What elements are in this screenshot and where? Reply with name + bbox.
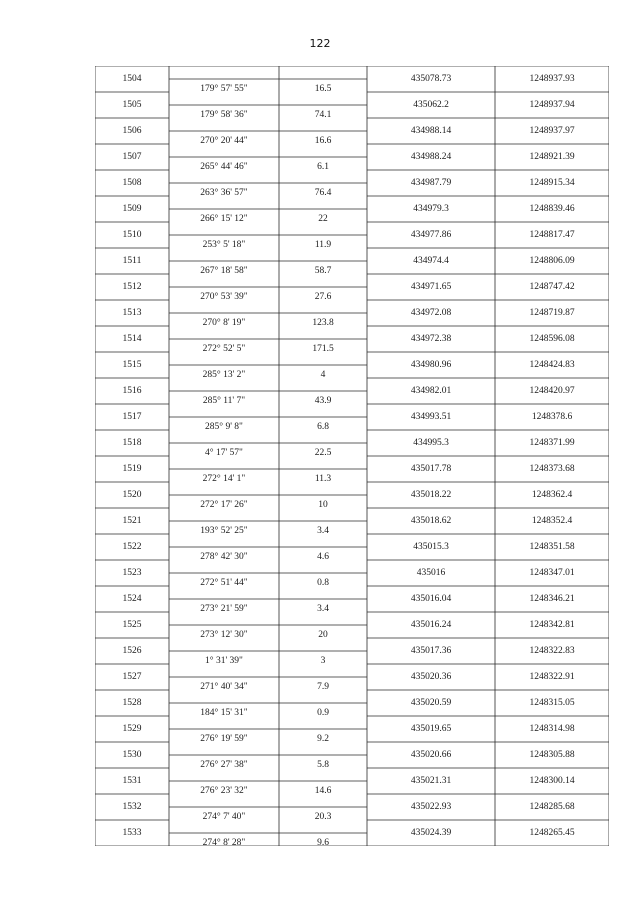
coordinate-y: 1248937.94 — [529, 100, 575, 110]
coordinate-y: 1248719.87 — [529, 308, 575, 318]
coordinate-x: 434988.24 — [410, 152, 452, 162]
page-number: 122 — [309, 37, 331, 50]
coordinate-x: 434995.3 — [413, 438, 449, 448]
point-id: 1533 — [122, 828, 142, 838]
point-id: 1522 — [122, 542, 142, 552]
segment-bearing: 271° 40' 34" — [200, 682, 248, 692]
point-id: 1516 — [122, 386, 142, 396]
segment-bearing: 285° 13' 2" — [202, 370, 246, 380]
point-id: 1505 — [122, 100, 142, 110]
segment-distance: 20.3 — [314, 812, 332, 822]
coordinate-y: 1248921.39 — [529, 152, 575, 162]
coordinate-y: 1248315.05 — [529, 698, 575, 708]
segment-distance: 4.6 — [317, 552, 329, 562]
segment-distance: 7.9 — [317, 682, 329, 692]
coordinate-x: 434972.38 — [410, 334, 452, 344]
coordinate-x: 435016.04 — [410, 594, 452, 604]
coordinate-x: 435021.31 — [410, 776, 452, 786]
coordinate-x: 435015.3 — [413, 542, 449, 552]
coordinate-y: 1248937.97 — [529, 126, 575, 136]
coordinate-y: 1248322.91 — [529, 672, 575, 682]
coordinate-y: 1248322.83 — [529, 646, 575, 656]
segment-distance: 3.4 — [317, 526, 329, 536]
coordinate-y: 1248806.09 — [529, 256, 575, 266]
segment-bearing: 263° 36' 57" — [200, 188, 248, 198]
point-id: 1519 — [122, 464, 142, 474]
coordinate-y: 1248305.88 — [529, 750, 575, 760]
segment-distance: 20 — [318, 630, 328, 640]
coordinate-x: 435018.62 — [410, 516, 452, 526]
point-id: 1518 — [122, 438, 142, 448]
segment-bearing: 4° 17' 57" — [205, 448, 243, 458]
segment-bearing: 272° 52' 5" — [202, 344, 246, 354]
point-id: 1525 — [122, 620, 142, 630]
survey-table — [95, 66, 609, 846]
segment-distance: 16.6 — [314, 136, 332, 146]
segment-bearing: 273° 12' 30" — [200, 630, 248, 640]
point-id: 1510 — [122, 230, 142, 240]
segment-bearing: 285° 11' 7" — [202, 396, 246, 406]
coordinate-y: 1248420.97 — [529, 386, 575, 396]
segment-bearing: 278° 42' 30" — [200, 552, 248, 562]
segment-distance: 43.9 — [314, 396, 332, 406]
segment-bearing: 179° 58' 36" — [200, 110, 248, 120]
segment-distance: 27.6 — [314, 292, 332, 302]
coordinate-x: 435017.78 — [410, 464, 452, 474]
coordinate-x: 435062.2 — [413, 100, 449, 110]
segment-bearing: 270° 53' 39" — [200, 292, 248, 302]
coordinate-y: 1248285.68 — [529, 802, 575, 812]
segment-distance: 4 — [320, 370, 326, 380]
segment-distance: 22 — [318, 214, 328, 224]
segment-distance: 14.6 — [314, 786, 332, 796]
point-id: 1514 — [122, 334, 142, 344]
segment-bearing: 274° 7' 40" — [202, 812, 246, 822]
segment-distance: 11.3 — [314, 474, 332, 484]
segment-bearing: 272° 51' 44" — [200, 578, 248, 588]
segment-distance: 3 — [320, 656, 326, 666]
coordinate-y: 1248747.42 — [529, 282, 575, 292]
segment-bearing: 276° 19' 59" — [200, 734, 248, 744]
coordinate-y: 1248351.58 — [529, 542, 575, 552]
segment-distance: 11.9 — [314, 240, 332, 250]
segment-bearing: 184° 15' 31" — [200, 708, 248, 718]
point-id: 1526 — [122, 646, 142, 656]
segment-distance: 0.9 — [317, 708, 329, 718]
point-id: 1504 — [122, 74, 142, 84]
coordinate-y: 1248371.99 — [529, 438, 575, 448]
coordinate-x: 435019.65 — [410, 724, 452, 734]
segment-bearing: 285° 9' 8" — [205, 422, 243, 432]
segment-distance: 123.8 — [312, 318, 334, 328]
segment-distance: 74.1 — [314, 110, 332, 120]
segment-distance: 9.6 — [317, 838, 329, 846]
coordinate-y: 1248362.4 — [531, 490, 573, 500]
coordinate-x: 435078.73 — [410, 74, 452, 84]
segment-distance: 22.5 — [314, 448, 332, 458]
coordinate-x: 435022.93 — [410, 802, 452, 812]
segment-bearing: 272° 17' 26" — [200, 500, 248, 510]
segment-bearing: 253° 5' 18" — [202, 240, 246, 250]
coordinate-y: 1248373.68 — [529, 464, 575, 474]
coordinate-x: 435024.39 — [410, 828, 452, 838]
point-id: 1517 — [122, 412, 142, 422]
coordinate-y: 1248314.98 — [529, 724, 575, 734]
segment-bearing: 270° 20' 44" — [200, 136, 248, 146]
coordinate-x: 435020.36 — [410, 672, 452, 682]
coordinate-y: 1248817.47 — [529, 230, 575, 240]
point-id: 1523 — [122, 568, 142, 578]
coordinate-y: 1248839.46 — [529, 204, 575, 214]
segment-bearing: 274° 8' 28" — [202, 838, 246, 846]
point-id: 1531 — [122, 776, 142, 786]
segment-distance: 171.5 — [312, 344, 334, 354]
segment-distance: 0.8 — [317, 578, 329, 588]
segment-bearing: 272° 14' 1" — [202, 474, 246, 484]
segment-distance: 9.2 — [317, 734, 329, 744]
coordinate-x: 435016 — [416, 568, 446, 578]
coordinate-x: 434977.86 — [410, 230, 452, 240]
point-id: 1513 — [122, 308, 142, 318]
point-id: 1508 — [122, 178, 142, 188]
segment-distance: 10 — [318, 500, 328, 510]
segment-distance: 58.7 — [314, 266, 332, 276]
coordinate-x: 435020.66 — [410, 750, 452, 760]
point-id: 1507 — [122, 152, 142, 162]
segment-bearing: 1° 31' 39" — [205, 656, 243, 666]
coordinate-x: 434979.3 — [413, 204, 449, 214]
point-id: 1509 — [122, 204, 142, 214]
coordinate-y: 1248596.08 — [529, 334, 575, 344]
coordinate-x: 435020.59 — [410, 698, 452, 708]
point-id: 1521 — [122, 516, 142, 526]
coordinate-x: 434971.65 — [410, 282, 452, 292]
segment-bearing: 193° 52' 25" — [200, 526, 248, 536]
coordinate-x: 434988.14 — [410, 126, 452, 136]
coordinate-y: 1248915.34 — [529, 178, 575, 188]
point-id: 1532 — [122, 802, 142, 812]
coordinate-y: 1248347.01 — [529, 568, 575, 578]
point-id: 1528 — [122, 698, 142, 708]
point-id: 1511 — [122, 256, 142, 266]
coordinate-y: 1248300.14 — [529, 776, 575, 786]
segment-bearing: 265° 44' 46" — [200, 162, 248, 172]
segment-bearing: 179° 57' 55" — [200, 84, 248, 94]
coordinate-y: 1248342.81 — [529, 620, 575, 630]
segment-bearing: 270° 8' 19" — [202, 318, 246, 328]
segment-distance: 76.4 — [314, 188, 332, 198]
point-id: 1530 — [122, 750, 142, 760]
coordinate-x: 434993.51 — [410, 412, 452, 422]
coordinate-x: 435017.36 — [410, 646, 452, 656]
coordinate-x: 434980.96 — [410, 360, 452, 370]
segment-bearing: 267° 18' 58" — [200, 266, 248, 276]
coordinate-y: 1248265.45 — [529, 828, 575, 838]
coordinate-y: 1248937.93 — [529, 74, 575, 84]
coordinate-x: 435018.22 — [410, 490, 452, 500]
coordinate-y: 1248424.83 — [529, 360, 575, 370]
point-id: 1512 — [122, 282, 142, 292]
coordinate-y: 1248378.6 — [531, 412, 573, 422]
point-id: 1520 — [122, 490, 142, 500]
coordinate-x: 434982.01 — [410, 386, 452, 396]
coordinate-y: 1248346.21 — [529, 594, 575, 604]
coordinate-x: 434972.08 — [410, 308, 452, 318]
point-id: 1506 — [122, 126, 142, 136]
segment-distance: 6.8 — [317, 422, 329, 432]
point-id: 1527 — [122, 672, 142, 682]
segment-bearing: 276° 23' 32" — [200, 786, 248, 796]
coordinate-x: 435016.24 — [410, 620, 452, 630]
coordinate-y: 1248352.4 — [531, 516, 573, 526]
segment-bearing: 273° 21' 59" — [200, 604, 248, 614]
segment-distance: 3.4 — [317, 604, 329, 614]
segment-distance: 16.5 — [314, 84, 332, 94]
coordinate-x: 434987.79 — [410, 178, 452, 188]
segment-bearing: 276° 27' 38" — [200, 760, 248, 770]
segment-distance: 5.8 — [317, 760, 329, 770]
point-id: 1515 — [122, 360, 142, 370]
segment-bearing: 266° 15' 12" — [200, 214, 248, 224]
point-id: 1529 — [122, 724, 142, 734]
table-values — [123, 74, 575, 846]
point-id: 1524 — [122, 594, 142, 604]
segment-distance: 6.1 — [317, 162, 329, 172]
coordinate-x: 434974.4 — [413, 256, 449, 266]
